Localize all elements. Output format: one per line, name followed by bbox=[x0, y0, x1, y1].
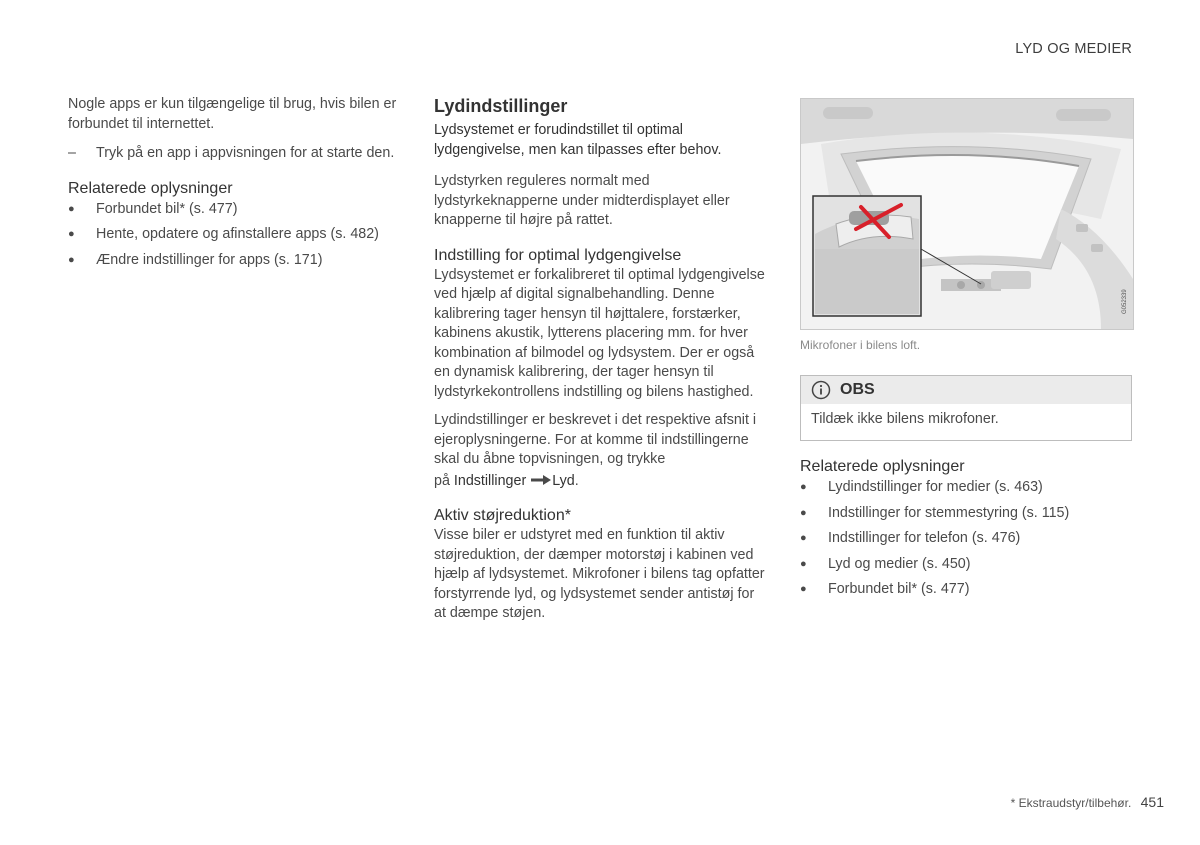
settings-path: på Indstillinger Lyd. bbox=[434, 472, 579, 489]
section-title: Lydindstillinger bbox=[434, 96, 568, 116]
related-link[interactable]: Indstillinger for telefon (s. 476) bbox=[828, 530, 1021, 546]
bullet: ● bbox=[800, 583, 807, 595]
list-item bbox=[68, 251, 403, 271]
bullet: ● bbox=[68, 228, 75, 240]
related-heading: Relaterede oplysninger bbox=[68, 179, 233, 197]
list-item bbox=[800, 529, 1132, 549]
related-link[interactable]: Indstillinger for stemmestyring (s. 115) bbox=[828, 504, 1070, 521]
bullet: ● bbox=[68, 202, 75, 215]
step-text: Tryk på en app i appvisningen for at starte den. bbox=[96, 145, 395, 161]
column-right bbox=[800, 98, 1132, 606]
bullet: ● bbox=[800, 557, 807, 570]
column-left bbox=[68, 95, 403, 276]
related-list bbox=[68, 200, 403, 271]
list-item bbox=[800, 504, 1132, 524]
menu-sound: Lyd bbox=[552, 472, 575, 489]
obs-text: Tildæk ikke bilens mikrofoner. bbox=[811, 410, 999, 427]
arrow-right-icon bbox=[530, 474, 552, 486]
subheading-noise: Aktiv støjreduktion* bbox=[434, 507, 571, 524]
lead-paragraph: Lydsystemet er forudindstillet til optimal lydgengivelse, men kan tilpasses efter behov. bbox=[434, 122, 722, 158]
calibration-paragraph: Lydsystemet er forkalibreret til optimal lydgengivelse ved hjælp af digital signalbehandling. Denne kalibrering tager hensyn til højttalere, forstærker, kabinens akustik, lytterens placering mm. for hver kombination af bilmodel og lydsystem. Der er også en dynamisk kalibrering, der tager hensyn til lydstyrkekontrollens indstilling og bilens hastighed. bbox=[434, 266, 765, 400]
volume-paragraph: Lydstyrken reguleres normalt med lydstyrkeknapperne under midterdisplayet eller knapperne til højre på rattet. bbox=[434, 173, 730, 228]
related-link[interactable]: Ændre indstillinger for apps (s. 171) bbox=[96, 251, 323, 268]
instruction-step bbox=[68, 144, 403, 164]
section-header: LYD OG MEDIER bbox=[1015, 41, 1132, 57]
bullet: ● bbox=[800, 506, 807, 519]
related-heading: Relaterede oplysninger bbox=[800, 458, 965, 475]
bullet: ● bbox=[800, 532, 807, 544]
bullet: ● bbox=[800, 481, 807, 493]
related-list bbox=[800, 478, 1132, 600]
figure-code: G052339 bbox=[1122, 289, 1128, 314]
subheading-optimal: Indstilling for optimal lydgengivelse bbox=[434, 246, 682, 264]
obs-title: OBS bbox=[840, 380, 875, 398]
noise-paragraph: Visse biler er udstyret med en funktion til aktiv støjreduktion, der dæmper motorstøj i kabinen ved hjælp af lydsystemet. Mikrofoner i bilens tag opfatter forstyrrende lyd, og lydsystemet sender antistøj for at dæmpe støjen. bbox=[434, 527, 765, 621]
list-item bbox=[68, 200, 403, 220]
list-item bbox=[800, 555, 1132, 575]
obs-box bbox=[800, 375, 1132, 442]
related-link[interactable]: Hente, opdatere og afinstallere apps (s. 482) bbox=[96, 226, 379, 242]
related-link[interactable]: Forbundet bil* (s. 477) bbox=[828, 581, 970, 597]
list-item bbox=[800, 580, 1132, 600]
ceiling-drawing bbox=[801, 99, 1133, 329]
column-middle bbox=[434, 95, 769, 633]
figure-caption: Mikrofoner i bilens loft. bbox=[800, 338, 921, 352]
bullet: ● bbox=[68, 253, 75, 266]
list-item bbox=[800, 478, 1132, 498]
related-link[interactable]: Lyd og medier (s. 450) bbox=[828, 555, 971, 572]
page-footer bbox=[1011, 793, 1164, 814]
intro-text: Nogle apps er kun tilgængelige til brug, hvis bilen er forbundet til internettet. bbox=[68, 96, 397, 132]
related-link[interactable]: Lydindstillinger for medier (s. 463) bbox=[828, 479, 1043, 495]
footnote: * Ekstraudstyr/tilbehør. bbox=[1010, 796, 1132, 810]
settings-paragraph: Lydindstillinger er beskrevet i det respektive afsnit i ejeroplysningerne. For at komme til indstillingerne skal du åbne topvisningen, og trykke bbox=[434, 412, 757, 467]
dash-marker: – bbox=[68, 145, 76, 161]
related-link[interactable]: Forbundet bil* (s. 477) bbox=[96, 200, 238, 217]
cabin-ceiling-illustration bbox=[800, 98, 1134, 330]
page-number: 451 bbox=[1140, 794, 1164, 810]
menu-settings: Indstillinger bbox=[453, 472, 527, 489]
obs-header bbox=[801, 376, 1131, 404]
info-circle-icon bbox=[811, 380, 831, 400]
list-item bbox=[68, 225, 403, 245]
